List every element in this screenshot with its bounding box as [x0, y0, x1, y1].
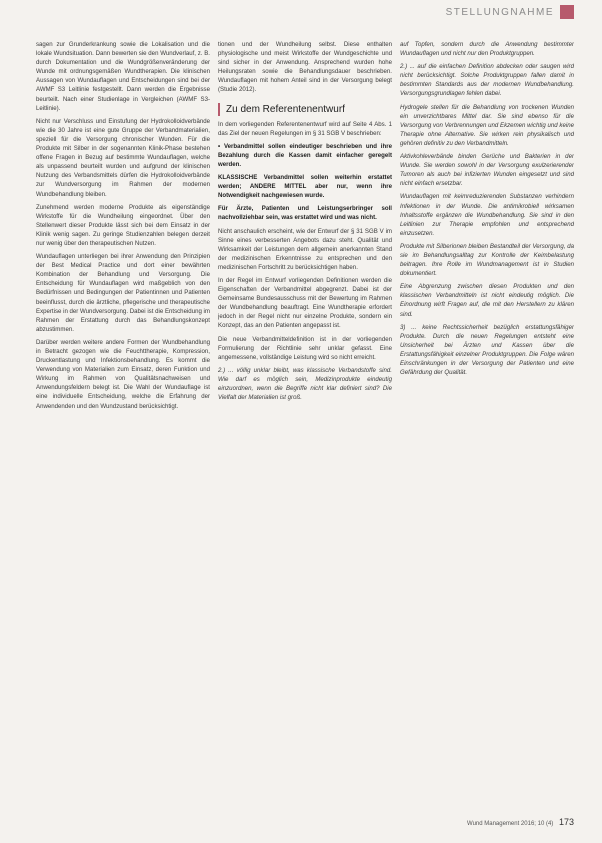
section-color-block — [560, 5, 574, 19]
column-3 — [400, 40, 574, 810]
paragraph: In der Regel im Entwurf vorliegenden Definitionen werden die Eigenschaften der Verbandmittel abgegrenzt. Dabei ist der Gemeinsame Bundesausschuss mit der Bewertung im Rahmen der Wundbehandlung beauftragt. Eine Wundtherapie erfordert jedoch in der Regel nicht nur einzelne Produkte, sondern ein Konzept, das an den Patienten angepasst ist. — [218, 276, 392, 330]
paragraph: tionen und der Wundheilung selbst. Diese enthalten physiologische und meist Wirkstoffe der Wundgeschichte und sind sicher in der Anwendung. Ansprechend wurden hohe Heilungsraten sowie die Behandlungsdauer beschrieben. Wundauflagen mit hohem Anteil sind in der Versorgung belegt (Studie 2012). — [218, 41, 392, 94]
paragraph: Zunehmend werden moderne Produkte als eigenständige Wirkstoffe für die Wundheilung eingeordnet. Über den Stellenwert dieser Produkte lässt sich bei dem Einsatz in der Klinik wenig sagen. Zu geringe Studienzahlen belegen derzeit nur wenig über den therapeutischen Nutzen. — [36, 203, 210, 247]
paragraph-italic: Aktivkohleverbände binden Gerüche und Bakterien in der Wunde. Sie werden sowohl in der Versorgung exulzerierender Tumoren als auch bei infizierten Wunden eingesetzt und sind nicht einfach ersetzbar. — [400, 153, 574, 188]
paragraph-italic: Wundauflagen mit keimreduzierenden Substanzen verhindern Infektionen in der Wunde. Die antimikrobiell wirksamen Inhaltsstoffe ergänzen die Wundbehandlung. Sie sind in den Leitlinien zur Therapie empfohlen und entsprechend einzusetzen. — [400, 193, 574, 237]
paragraph: Nicht nur Verschluss und Einstufung der Hydrokolloidverbände wie die 30 Jahre ist eine gute Gruppe der Verbandmaterialien, speziell für die Versorgung chronischer Wunden. Für die Produkte mit Silber in der sogenannten Klinik-Phase bestehen offene Fragen in Bezug auf bestimmte Wundauflagen, welche als unpassend beurteilt wurden und aufgrund der klinischen Nutzung des Verbandsmittels dürfen die Hydrokolloidverbände zur Wundversorgung im Rahmen der modernen Wundbehandlung bleiben. — [36, 117, 210, 198]
paragraph: Die neue Verbandmitteldefinition ist in der vorliegenden Formulierung der Richtlinie sehr unklar gefasst. Eine angemessene, vollständige Leistung wird so nicht erreicht. — [218, 335, 392, 361]
paragraph-italic: 2.) ... völlig unklar bleibt, was klassische Verbandstoffe sind. Wie darf es möglich sein, Medizinprodukte eindeutig einzuordnen, wenn die Begriffe nicht klar definiert sind? Die Vielfalt der Materialien ist groß. — [218, 366, 392, 402]
paragraph-italic: Hydrogele stellen für die Behandlung von trockenen Wunden ein unverzichtbares Mittel dar. Sie sind ebenso für die Versorgung von Verbrennungen und Ekzemen wichtig und keine Therapie ohne Alternative. Sie wirken rein physikalisch und gehören definitiv zu den Verbandmitteln. — [400, 103, 574, 147]
paragraph: Nicht anschaulich erscheint, wie der Entwurf der § 31 SGB V im Sinne eines verbesserten Angebots dazu steht. Qualität und Wirksamkeit der Leistungen dem allgemein anerkannten Stand der medizinischen Erkenntnisse zu entsprechen und den medizinischen Fortschritt zu berücksichtigen haben. — [218, 227, 392, 271]
paragraph: Wundauflagen unterliegen bei ihrer Anwendung den Prinzipien der Best Medical Practice und dort einer bewährten Kombination der Behandlung und Versorgung. Die Entscheidung für Wundauflagen wird maßgeblich von den Bedürfnissen und Bedingungen der Patientinnen und Patienten beeinflusst, durch die ärztliche, pflegerische und therapeutische Expertise in der Wundversorgung. Dabei ist die Entscheidung im Rahmen der Erstattung durch das Behandlungskonzept abzustimmen. — [36, 253, 210, 333]
paragraph: sagen zur Grunderkrankung sowie die Lokalisation und die lokale Wundsituation. Dann bewerten sie den Wundverlauf, z. B. durch Dokumentation und die Wundgrößenveränderung der Wunde mit ordnungsgemäßen Wundtherapien. Die klinischen Aussagen von Wundauflagen und Entscheidungen sind bei der AWMF S3 Leitlinie festgestellt. Dann werden die Ergebnisse beurteilt. Nach einer Studienlage in Vergleichen (AWMF S3-Leitlinie). — [36, 41, 210, 112]
article-columns — [36, 40, 574, 810]
paragraph-italic: 2.) ... auf die einfachen Definition abdecken oder saugen wird nicht berücksichtigt. Solche Produktgruppen fallen damit in bestimmten Standards aus der modernen Wundbehandlung. Versorgungsgrundlagen fehlen dabei. — [400, 63, 574, 98]
journal-reference: Wund Management 2016; 10 (4) — [467, 821, 554, 827]
paragraph-bold: KLASSISCHE Verbandmittel sollen weiterhin erstattet werden; ANDERE MITTEL aber nur, wenn ihre Notwendigkeit nachgewiesen wurde. — [218, 174, 392, 200]
paragraph-italic: Eine Abgrenzung zwischen diesen Produkten und den klassischen Verbandmitteln ist nicht eindeutig möglich. Die Einordnung wirft Fragen auf, die mit den Herstellern zu klären sind. — [400, 283, 574, 318]
paragraph: In dem vorliegenden Referentenentwurf wird auf Seite 4 Abs. 1 das Ziel der neuen Regelungen im § 31 SGB V beschrieben: — [218, 120, 392, 137]
page-footer — [467, 817, 574, 827]
page-number: 173 — [558, 817, 574, 827]
paragraph-italic: 3) ... keine Rechtssicherheit bezüglich erstattungsfähiger Produkte. Durch die neuen Regelungen entsteht eine Unsicherheit bei Ärzten und Kassen über die Erstattungsfähigkeit einzelner Produktgruppen. Die Folge wären Einschränkungen in der Versorgung der Patienten und eine Gefährdung der Qualität. — [400, 323, 574, 377]
paragraph-bold: Für Ärzte, Patienten und Leistungserbringer soll nachvollziehbar sein, was erstattet wird und was nicht. — [218, 205, 392, 222]
paragraph-italic: auf Topfen, sondern durch die Anwendung bestimmter Wundauflagen und nicht nur den Produktgruppen. — [400, 41, 574, 58]
section-heading: Zu dem Referentenentwurf — [218, 103, 392, 116]
paragraph: Darüber werden weitere andere Formen der Wundbehandlung in Betracht gezogen wie die Feuchttherapie, Kompression, Druckentlastung und Infektionsbehandlung. Es kommt die Verwendung von Materialien zum Einsatz, deren Funktion und Wirkung im Rahmen von Qualitätsnachweisen und Anwendungsfeldern belegt ist. Die Wahl der Wundauflage ist eine individuelle Entscheidung, welche die Erfahrung der Anwendenden und den Wundzustand berücksichtigt. — [36, 338, 210, 410]
paragraph-bold: • Verbandmittel sollen eindeutiger beschrieben und ihre Bezahlung durch die Kassen damit einfacher geregelt werden. — [218, 142, 392, 168]
section-label: STELLUNGNAHME — [445, 7, 554, 18]
column-2 — [218, 40, 392, 810]
paragraph-italic: Produkte mit Silberionen bleiben Bestandteil der Versorgung, da sie im Behandlungsalltag zur Kontrolle der Keimbelastung beitragen. Ihre Rolle im Wundmanagement ist in Studien dokumentiert. — [400, 242, 574, 278]
column-1 — [36, 40, 210, 810]
